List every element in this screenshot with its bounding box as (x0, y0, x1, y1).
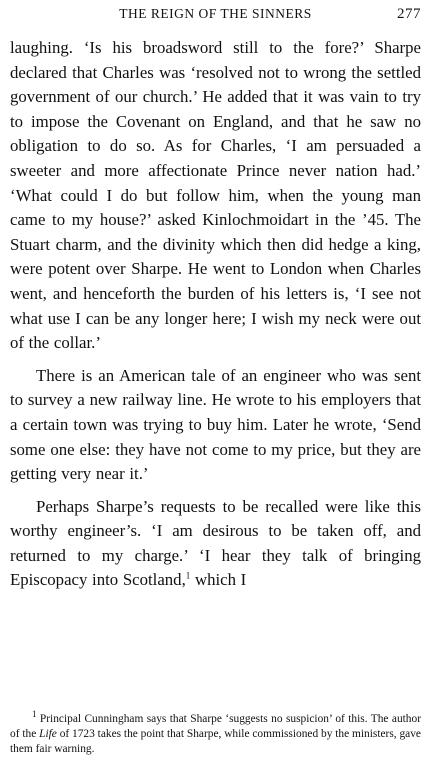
page-number: 277 (397, 6, 421, 22)
paragraph-3-text: Perhaps Sharpe’s requests to be recalled were like this worthy engineer’s. ‘I am desirous to be taken off, and returned to my charge.’ ‘I hear they talk of bringing Episcopacy into Scotland, (10, 496, 421, 590)
body-text (10, 36, 421, 593)
footnote-reference: 1 (185, 570, 191, 581)
footnote-italic-title: Life (39, 728, 57, 740)
footnote-text-1: Principal Cunningham says that Sharpe ‘suggests no suspicion’ of this. The author of the (10, 713, 421, 740)
paragraph-3 (10, 495, 421, 593)
paragraph-2: There is an American tale of an engineer who was sent to survey a new railway line. He wrote to his employers that a certain town was trying to buy him. Later he wrote, ‘Send some one else: they have not come to my price, but they are getting very near it.’ (10, 365, 421, 484)
paragraph-1: laughing. ‘Is his broadsword still to the fore?’ Sharpe declared that Charles was ‘resolved not to wrong the settled government of our church.’ He added that it was vain to try to impose the Covenant on England, and that he saw no obligation to do so. As for Charles, ‘I am persuaded a sweeter and more affectionate Prince never nation had.’ ‘What could I do but follow him, when the young man came to my house?’ asked Kinlochmoidart in the ’45. The Stuart charm, and the divinity which then did hedge a king, were potent over Sharpe. He went to London when Charles went, and henceforth the burden of his letters is, ‘I see not what use I can be any longer here; I wish my neck were out of the collar.’ (10, 38, 421, 353)
footnote-marker: 1 (32, 709, 37, 720)
footnote-text-2: of 1723 takes the point that Sharpe, while commissioned by the ministers, gave them fair warning. (10, 728, 421, 755)
running-head-title: THE REIGN OF THE SINNERS (119, 6, 312, 21)
paragraph-3-tail: which I (190, 570, 247, 590)
running-head (10, 6, 421, 28)
footnote (10, 709, 421, 757)
